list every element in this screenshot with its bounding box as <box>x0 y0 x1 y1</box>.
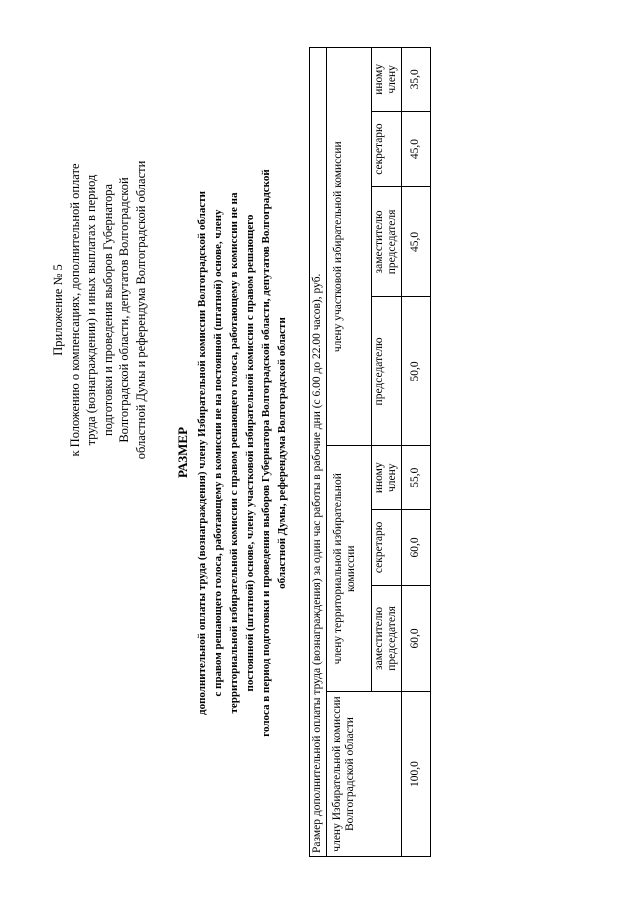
heading-line: областной Думы, референдума Волгоградской области <box>276 317 288 589</box>
appendix-block <box>50 140 150 480</box>
appendix-line: Приложение № 5 <box>51 264 65 356</box>
header-territorial-secretary: секретарю <box>371 510 401 586</box>
appendix-line: Волгоградской области, депутатов Волгоградской <box>117 177 132 443</box>
page-title: РАЗМЕР <box>175 426 190 479</box>
appendix-line: труда (вознаграждении) и иных выплатах в период <box>84 174 99 446</box>
value-precinct-deputy-chair: 45,0 <box>401 187 430 297</box>
heading-line: голоса в период подготовки и проведения выборов Губернатора Волгоградской области, депутатов Волгоградской <box>260 169 272 737</box>
value-precinct-other: 35,0 <box>401 48 430 112</box>
heading-line: постоянной (штатной) основе, члену участковой избирательной комиссии с правом решающего <box>244 214 256 692</box>
header-precinct-deputy-chair: заместителю председателя <box>371 187 401 297</box>
heading-line: территориальной избирательной комиссии с правом решающего голоса, работающему в комиссии не на <box>228 192 240 714</box>
header-territorial-other: иному члену <box>371 446 401 510</box>
header-precinct-commission: члену участковой избирательной комиссии <box>326 48 371 446</box>
appendix-line: подготовки и проведения выборов Губернатора <box>100 183 115 437</box>
header-territorial-commission: члену территориальной избирательной комиссии <box>326 446 371 692</box>
appendix-line: к Положению о компенсациях, дополнительной оплате <box>67 163 82 457</box>
header-regional-member: члену Избирательной комиссии Волгоградской области <box>326 692 401 857</box>
heading-description <box>194 83 290 823</box>
header-precinct-other: иному члену <box>371 48 401 112</box>
heading-line: дополнительной оплаты труда (вознаграждения) члену Избирательной комиссии Волгоградской области <box>196 191 208 715</box>
header-precinct-chair: председателю <box>371 297 401 446</box>
value-territorial-deputy-chair: 60,0 <box>401 585 430 691</box>
heading-line: с правом решающего голоса, работающему в комиссии не на постоянной (штатной) основе, члену <box>212 209 224 697</box>
header-territorial-deputy-chair: заместителю председателя <box>371 585 401 691</box>
value-territorial-other: 55,0 <box>401 446 430 510</box>
value-precinct-chair: 50,0 <box>401 297 430 446</box>
table-caption: Размер дополнительной оплаты труда (вознаграждения) за один час работы в рабочие дни (с 6.00 до 22.00 часов), руб. <box>310 48 327 857</box>
value-regional: 100,0 <box>401 692 430 857</box>
appendix-line: областной Думы и референдума Волгоградской области <box>133 160 148 460</box>
value-territorial-secretary: 60,0 <box>401 510 430 586</box>
header-precinct-secretary: секретарю <box>371 111 401 187</box>
value-precinct-secretary: 45,0 <box>401 111 430 187</box>
rates-table <box>309 47 431 857</box>
